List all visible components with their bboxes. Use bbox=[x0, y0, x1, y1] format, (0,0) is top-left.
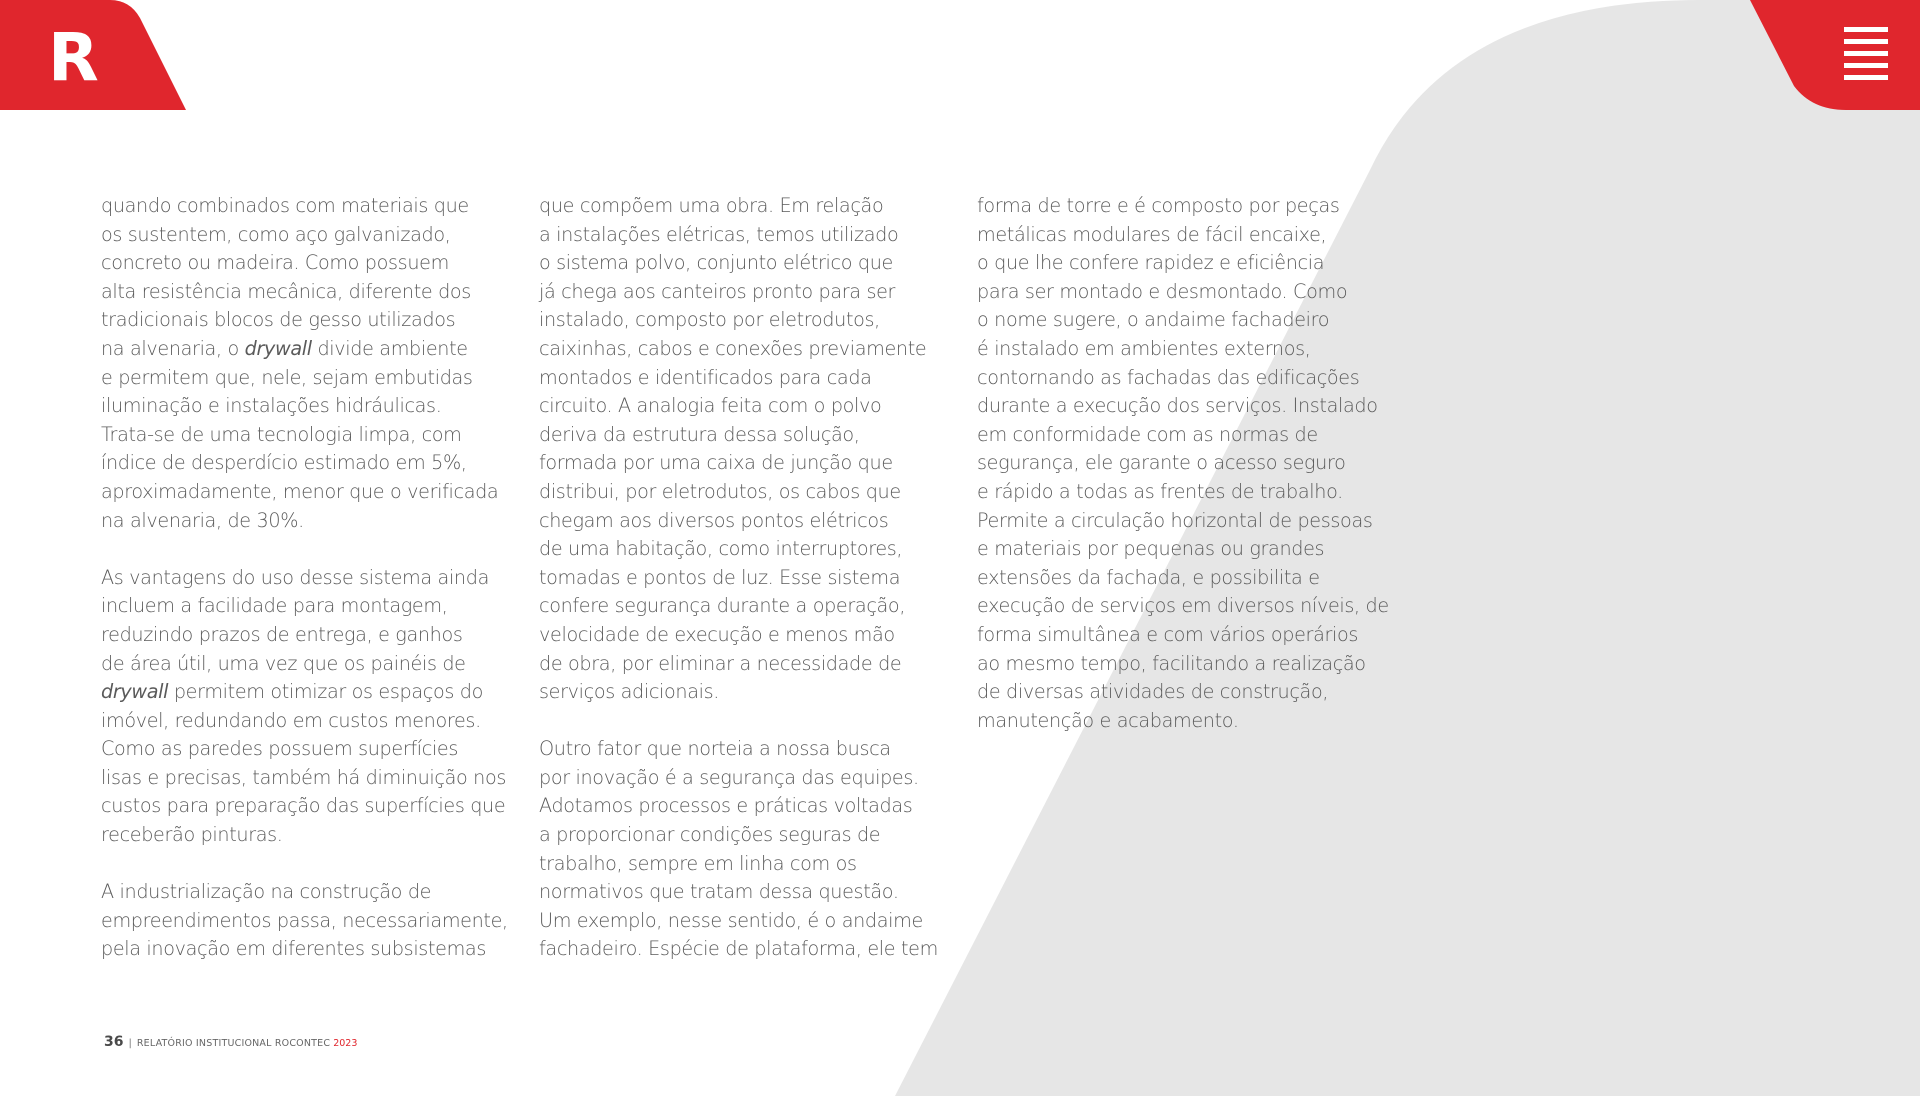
menu-tab-shape bbox=[1750, 0, 1920, 110]
text-line: empreendimentos passa, necessariamente, bbox=[101, 908, 508, 932]
text-line: extensões da fachada, e possibilita e bbox=[977, 565, 1320, 589]
text-line: na alvenaria, de 30%. bbox=[101, 508, 304, 532]
page-footer bbox=[104, 1034, 357, 1050]
text-line: Trata-se de uma tecnologia limpa, com bbox=[101, 422, 462, 446]
body-paragraph bbox=[539, 192, 959, 707]
text-line: serviços adicionais. bbox=[539, 680, 719, 704]
text-line: confere segurança durante a operação, bbox=[539, 594, 906, 618]
text-line: lisas e precisas, também há diminuição nos bbox=[101, 765, 506, 789]
text-line: As vantagens do uso desse sistema ainda bbox=[101, 565, 489, 589]
text-line: distribui, por eletrodutos, os cabos que bbox=[539, 479, 901, 503]
text-line: e rápido a todas as frentes de trabalho. bbox=[977, 479, 1343, 503]
text-line: é instalado em ambientes externos, bbox=[977, 336, 1311, 360]
text-column-2 bbox=[539, 192, 959, 993]
body-paragraph bbox=[101, 192, 521, 535]
text-column-1 bbox=[101, 192, 521, 993]
text-line: na alvenaria, o drywall divide ambiente bbox=[101, 336, 468, 360]
text-line: forma de torre e é composto por peças bbox=[977, 194, 1340, 217]
text-line: velocidade de execução e menos mão bbox=[539, 622, 895, 646]
text-column-3 bbox=[977, 192, 1397, 764]
text-line: trabalho, sempre em linha com os bbox=[539, 851, 857, 875]
text-line: de área útil, uma vez que os painéis de bbox=[101, 651, 466, 675]
text-line: o nome sugere, o andaime fachadeiro bbox=[977, 308, 1330, 332]
text-line: tomadas e pontos de luz. Esse sistema bbox=[539, 565, 901, 589]
text-line: imóvel, redundando em custos menores. bbox=[101, 708, 481, 732]
text-line: iluminação e instalações hidráulicas. bbox=[101, 394, 442, 418]
italic-term: drywall bbox=[101, 680, 169, 704]
text-line: por inovação é a segurança das equipes. bbox=[539, 765, 919, 789]
text-line: durante a execução dos serviços. Instalado bbox=[977, 394, 1378, 418]
text-line: quando combinados com materiais que bbox=[101, 194, 469, 217]
text-line: aproximadamente, menor que o verificada bbox=[101, 479, 499, 503]
text-line: para ser montado e desmontado. Como bbox=[977, 279, 1348, 303]
text-line: fachadeiro. Espécie de plataforma, ele tem bbox=[539, 937, 938, 961]
text-line: chegam aos diversos pontos elétricos bbox=[539, 508, 889, 532]
logo-tab[interactable] bbox=[0, 0, 190, 110]
text-line: o sistema polvo, conjunto elétrico que bbox=[539, 251, 893, 275]
text-line: o que lhe confere rapidez e eficiência bbox=[977, 251, 1325, 275]
text-line: Permite a circulação horizontal de pessoas bbox=[977, 508, 1373, 532]
body-paragraph bbox=[977, 192, 1397, 735]
text-line: Como as paredes possuem superfícies bbox=[101, 737, 459, 761]
text-line: circuito. A analogia feita com o polvo bbox=[539, 394, 882, 418]
text-line: drywall permitem otimizar os espaços do bbox=[101, 680, 483, 704]
text-line: e materiais por pequenas ou grandes bbox=[977, 537, 1325, 561]
text-line: a proporcionar condições seguras de bbox=[539, 823, 881, 847]
text-line: forma simultânea e com vários operários bbox=[977, 622, 1359, 646]
text-line: e permitem que, nele, sejam embutidas bbox=[101, 365, 473, 389]
text-line: em conformidade com as normas de bbox=[977, 422, 1318, 446]
footer-separator: | bbox=[128, 1038, 132, 1049]
text-line: execução de serviços em diversos níveis, de bbox=[977, 594, 1389, 618]
text-line: alta resistência mecânica, diferente dos bbox=[101, 279, 471, 303]
text-line: instalado, composto por eletrodutos, bbox=[539, 308, 880, 332]
text-line: manutenção e acabamento. bbox=[977, 708, 1239, 732]
text-line: que compõem uma obra. Em relação bbox=[539, 194, 884, 217]
text-line: metálicas modulares de fácil encaixe, bbox=[977, 222, 1327, 246]
text-line: ao mesmo tempo, facilitando a realização bbox=[977, 651, 1366, 675]
text-line: tradicionais blocos de gesso utilizados bbox=[101, 308, 456, 332]
text-line: contornando as fachadas das edificações bbox=[977, 365, 1360, 389]
italic-term: drywall bbox=[244, 336, 312, 360]
body-paragraph bbox=[539, 735, 959, 964]
text-line: de uma habitação, como interruptores, bbox=[539, 537, 903, 561]
body-paragraph bbox=[101, 878, 521, 964]
rocontec-logo: R bbox=[48, 19, 99, 96]
report-title: RELATÓRIO INSTITUCIONAL ROCONTEC bbox=[136, 1038, 331, 1049]
text-line: A industrialização na construção de bbox=[101, 880, 432, 904]
text-line: índice de desperdício estimado em 5%, bbox=[101, 451, 467, 475]
page-number: 36 bbox=[104, 1034, 124, 1050]
text-line: Um exemplo, nesse sentido, é o andaime bbox=[539, 908, 923, 932]
text-line: custos para preparação das superfícies que bbox=[101, 794, 506, 818]
text-line: os sustentem, como aço galvanizado, bbox=[101, 222, 451, 246]
text-line: incluem a facilidade para montagem, bbox=[101, 594, 448, 618]
text-line: Adotamos processos e práticas voltadas bbox=[539, 794, 913, 818]
menu-button[interactable] bbox=[1750, 0, 1920, 110]
text-line: já chega aos canteiros pronto para ser bbox=[539, 279, 896, 303]
text-line: reduzindo prazos de entrega, e ganhos bbox=[101, 622, 463, 646]
text-line: pela inovação em diferentes subsistemas bbox=[101, 937, 486, 961]
text-line: deriva da estrutura dessa solução, bbox=[539, 422, 860, 446]
text-line: caixinhas, cabos e conexões previamente bbox=[539, 336, 927, 360]
text-line: receberão pinturas. bbox=[101, 823, 283, 847]
text-line: normativos que tratam dessa questão. bbox=[539, 880, 899, 904]
text-line: de diversas atividades de construção, bbox=[977, 680, 1329, 704]
text-line: a instalações elétricas, temos utilizado bbox=[539, 222, 899, 246]
text-line: segurança, ele garante o acesso seguro bbox=[977, 451, 1346, 475]
text-line: formada por uma caixa de junção que bbox=[539, 451, 893, 475]
text-line: de obra, por eliminar a necessidade de bbox=[539, 651, 902, 675]
body-paragraph bbox=[101, 564, 521, 850]
text-line: montados e identificados para cada bbox=[539, 365, 872, 389]
report-year: 2023 bbox=[333, 1038, 358, 1049]
text-line: concreto ou madeira. Como possuem bbox=[101, 251, 449, 275]
text-line: Outro fator que norteia a nossa busca bbox=[539, 737, 891, 761]
